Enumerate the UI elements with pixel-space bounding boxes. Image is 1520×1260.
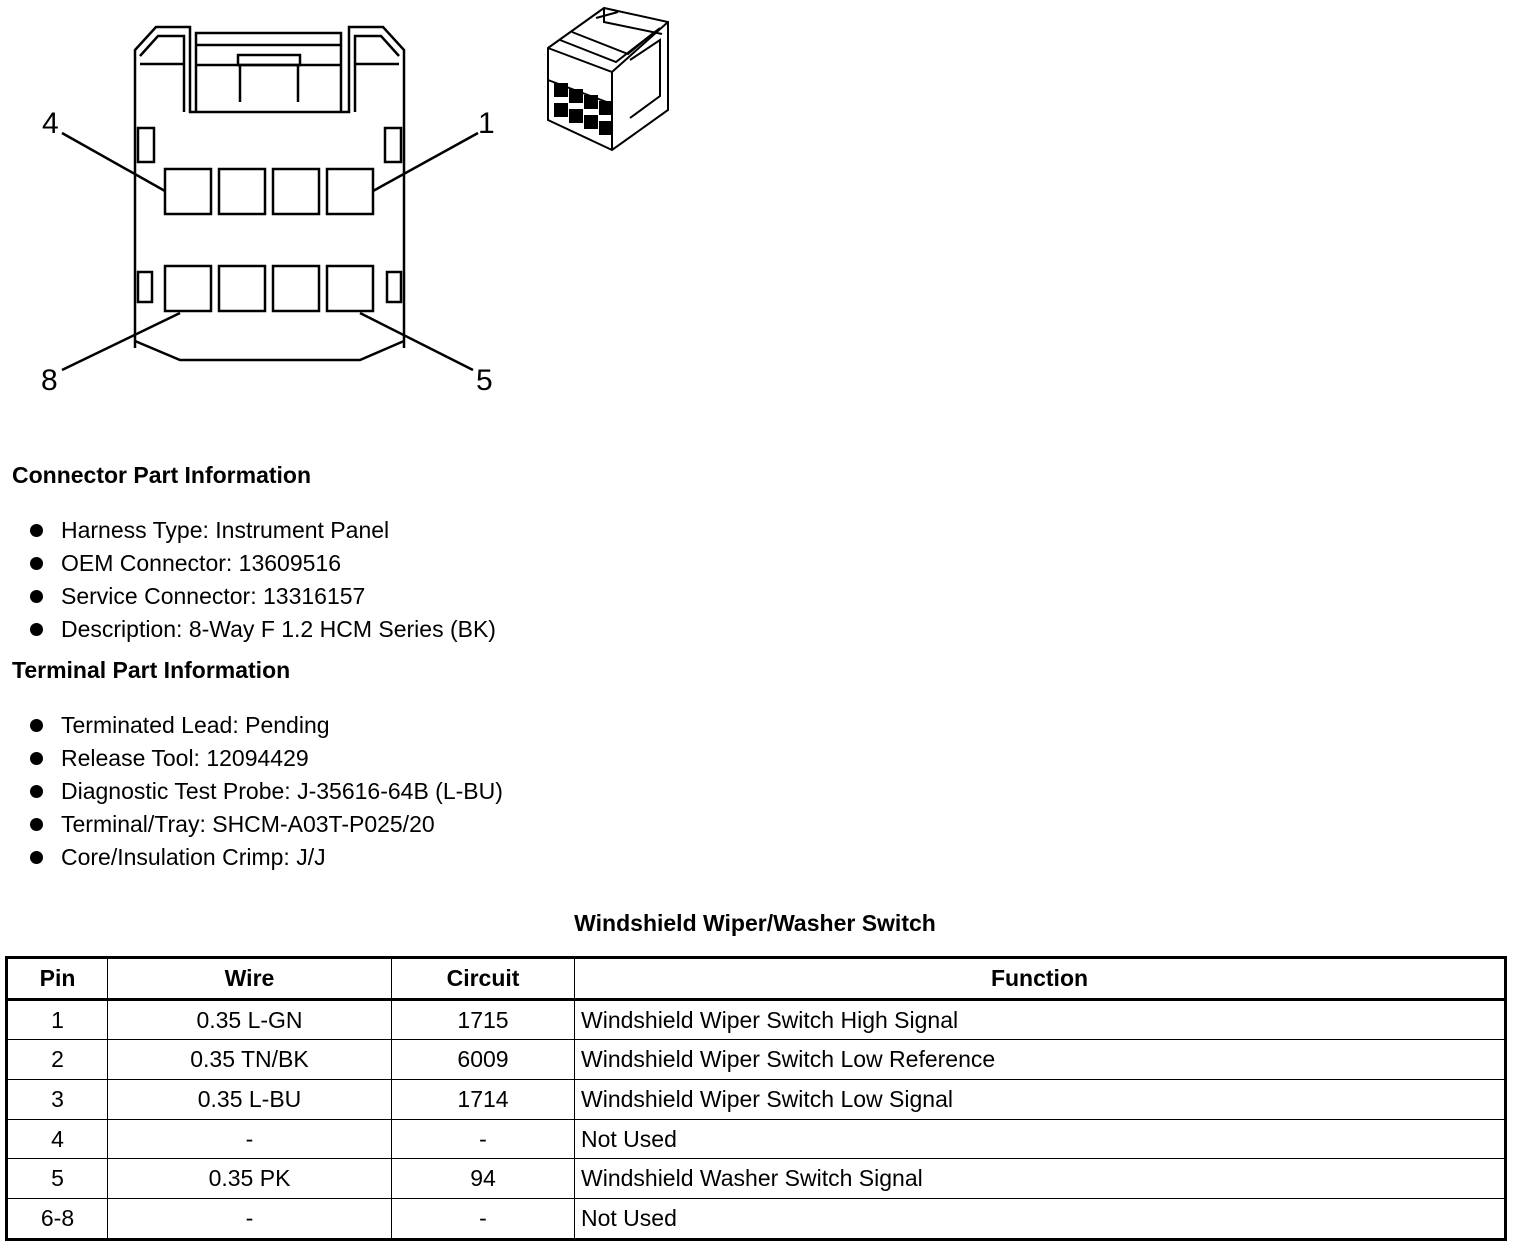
- cell-circuit: -: [392, 1119, 575, 1159]
- cell-circuit: 94: [392, 1159, 575, 1199]
- list-item: Terminated Lead: Pending: [30, 709, 503, 742]
- cell-circuit: 6009: [392, 1040, 575, 1080]
- list-item: Description: 8-Way F 1.2 HCM Series (BK): [30, 613, 496, 646]
- bullet-icon: [30, 818, 43, 831]
- pin-callout-5: 5: [476, 364, 493, 397]
- cell-circuit: 1715: [392, 999, 575, 1040]
- terminal-part-info-heading: Terminal Part Information: [12, 657, 291, 683]
- bullet-icon: [30, 557, 43, 570]
- list-item: Harness Type: Instrument Panel: [30, 514, 496, 547]
- table-row: [7, 1040, 1506, 1080]
- cell-pin: 4: [7, 1119, 108, 1159]
- cell-function: Not Used: [575, 1199, 1506, 1240]
- bullet-icon: [30, 719, 43, 732]
- bullet-icon: [30, 590, 43, 603]
- connector-part-info-heading: Connector Part Information: [12, 462, 312, 488]
- cell-function: Windshield Wiper Switch High Signal: [575, 999, 1506, 1040]
- cell-function: Not Used: [575, 1119, 1506, 1159]
- cell-function: Windshield Washer Switch Signal: [575, 1159, 1506, 1199]
- cell-wire: 0.35 L-BU: [108, 1080, 392, 1120]
- table-row: [7, 1199, 1506, 1240]
- table-title: Windshield Wiper/Washer Switch: [574, 910, 936, 936]
- column-header-circuit: Circuit: [392, 958, 575, 1000]
- connector-face-view: [62, 27, 478, 370]
- cell-wire: 0.35 PK: [108, 1159, 392, 1199]
- table-row: [7, 1080, 1506, 1120]
- bullet-icon: [30, 752, 43, 765]
- list-item: Core/Insulation Crimp: J/J: [30, 841, 503, 874]
- list-item: Service Connector: 13316157: [30, 580, 496, 613]
- cell-function: Windshield Wiper Switch Low Reference: [575, 1040, 1506, 1080]
- list-item: OEM Connector: 13609516: [30, 547, 496, 580]
- bullet-icon: [30, 524, 43, 537]
- cell-wire: -: [108, 1199, 392, 1240]
- pinout-table: [5, 956, 1507, 1241]
- connector-diagram: [0, 0, 700, 430]
- table-row: [7, 1159, 1506, 1199]
- cell-pin: 1: [7, 999, 108, 1040]
- bullet-icon: [30, 785, 43, 798]
- cell-function: Windshield Wiper Switch Low Signal: [575, 1080, 1506, 1120]
- column-header-wire: Wire: [108, 958, 392, 1000]
- cell-circuit: -: [392, 1199, 575, 1240]
- table-row: [7, 1119, 1506, 1159]
- column-header-pin: Pin: [7, 958, 108, 1000]
- connector-isometric-view: [548, 8, 668, 150]
- cell-pin: 5: [7, 1159, 108, 1199]
- terminal-part-info-list: [30, 709, 503, 874]
- pin-callout-8: 8: [41, 364, 58, 397]
- cell-circuit: 1714: [392, 1080, 575, 1120]
- list-item: Release Tool: 12094429: [30, 742, 503, 775]
- cell-pin: 3: [7, 1080, 108, 1120]
- connector-part-info-list: [30, 514, 496, 646]
- cell-wire: 0.35 L-GN: [108, 999, 392, 1040]
- cell-wire: -: [108, 1119, 392, 1159]
- column-header-function: Function: [575, 958, 1506, 1000]
- bullet-icon: [30, 851, 43, 864]
- table-row: [7, 999, 1506, 1040]
- cell-wire: 0.35 TN/BK: [108, 1040, 392, 1080]
- list-item: Diagnostic Test Probe: J-35616-64B (L-BU): [30, 775, 503, 808]
- pin-callout-1: 1: [478, 107, 495, 140]
- table-header-row: [7, 958, 1506, 1000]
- list-item: Terminal/Tray: SHCM-A03T-P025/20: [30, 808, 503, 841]
- cell-pin: 2: [7, 1040, 108, 1080]
- bullet-icon: [30, 623, 43, 636]
- cell-pin: 6-8: [7, 1199, 108, 1240]
- pin-callout-4: 4: [42, 107, 59, 140]
